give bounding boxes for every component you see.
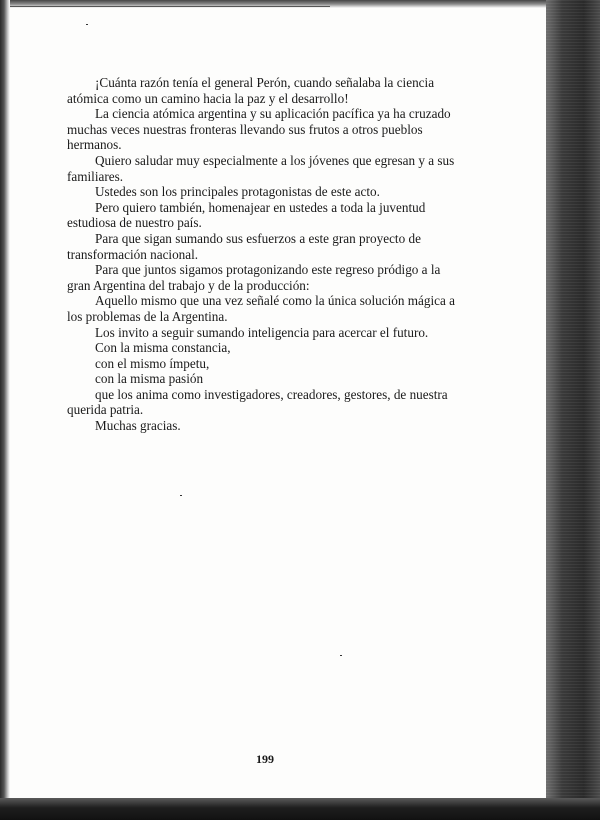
scan-speck (86, 24, 88, 25)
top-rule (10, 6, 330, 7)
paragraph: Los invito a seguir sumando inteligencia para acercar el futuro. (95, 324, 429, 340)
paragraph: Pero quiero también, homenajear en ustedes a toda la juventud estudiosa de nuestro país. (67, 199, 426, 231)
paragraph: que los anima como investigadores, creadores, gestores, de nuestra querida patria. (67, 386, 448, 418)
paragraph: Para que juntos sigamos protagonizando este regreso pródigo a la gran Argentina del trabajo y de la producción: (67, 262, 441, 293)
paragraph: Con la misma constancia, (95, 340, 231, 356)
paragraph: Muchas gracias. (95, 418, 181, 434)
paragraph: La ciencia atómica argentina y su aplicación pacífica ya ha cruzado muchas veces nuestras fronteras llevando sus frutos a otros pueblos hermanos. (67, 106, 451, 153)
paragraph: Ustedes son los principales protagonistas de este acto. (95, 184, 380, 200)
paragraph: Aquello mismo que una vez señalé como la única solución mágica a los problemas de la Argentina. (67, 293, 455, 324)
paragraph: con el mismo ímpetu, (95, 355, 210, 371)
scan-speck (180, 495, 182, 496)
scan-edge-left (0, 0, 10, 820)
paragraph: Quiero saludar muy especialmente a los jóvenes que egresan y a sus familiares. (67, 152, 455, 184)
scan-edge-bottom (0, 798, 600, 820)
scan-speck (340, 655, 342, 656)
page-number: 199 (256, 752, 274, 766)
speech-text (67, 75, 467, 434)
scan-edge-right (546, 0, 600, 820)
paragraph: con la misma pasión (95, 371, 204, 387)
paragraph: ¡Cuánta razón tenía el general Perón, cuando señalaba la ciencia atómica como un camino hacia la paz y el desarrollo! (67, 75, 435, 106)
paragraph: Para que sigan sumando sus esfuerzos a este gran proyecto de transformación nacional. (67, 230, 421, 262)
